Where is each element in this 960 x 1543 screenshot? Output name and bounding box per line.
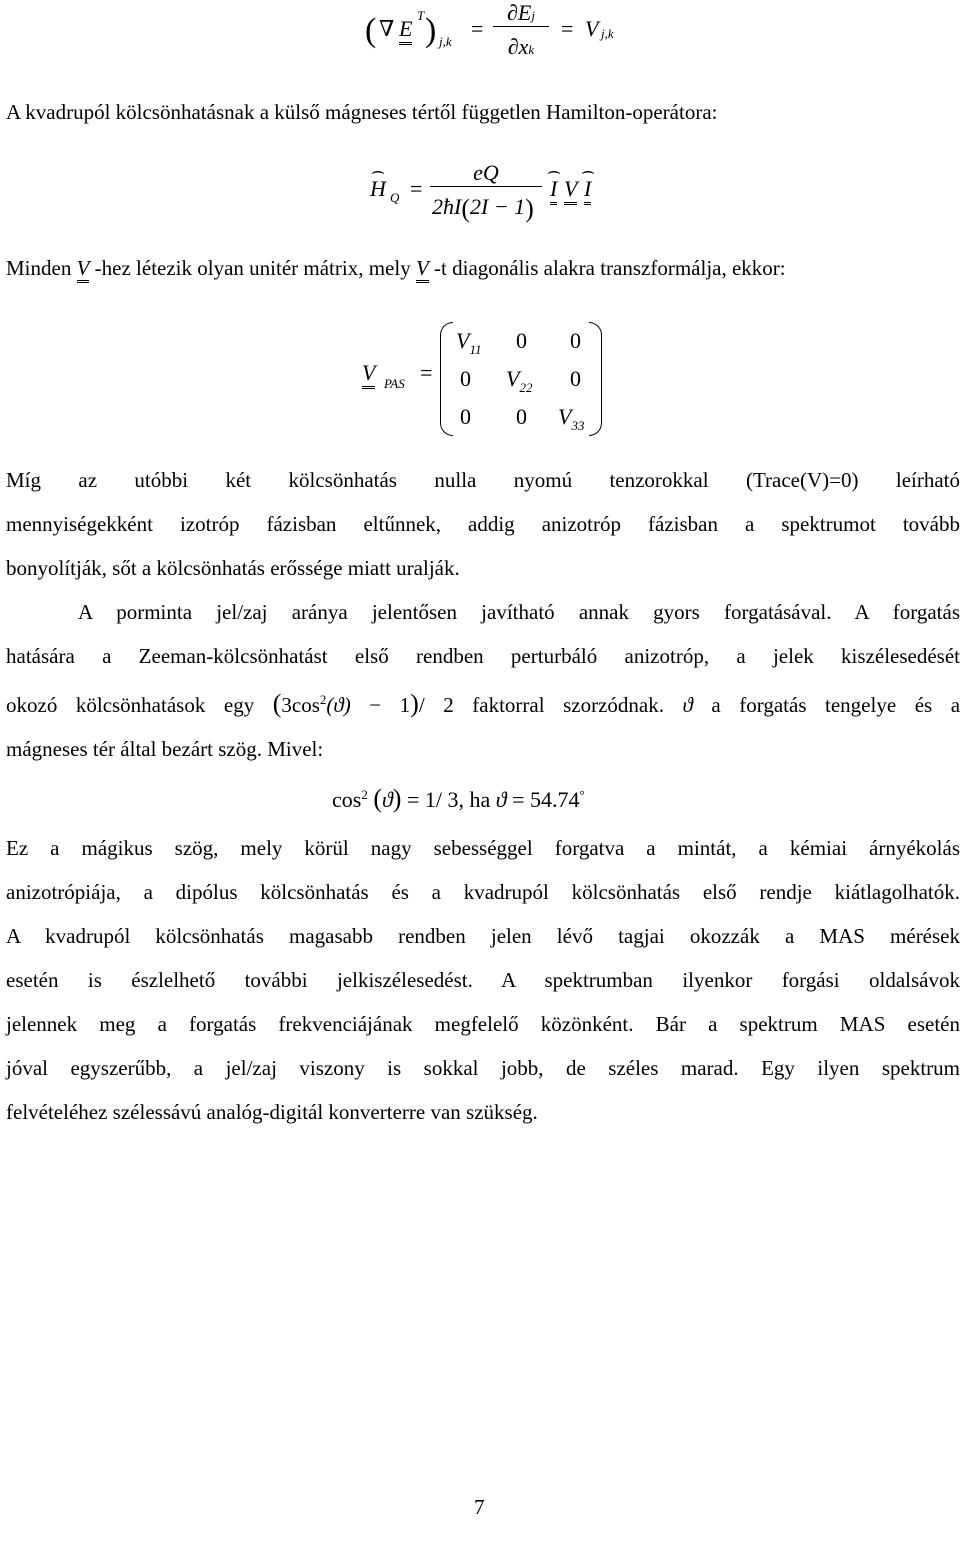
- paragraph-trace: Míg az utóbbi két kölcsönhatás nulla nyomú tenzorokkal (Trace(V)=0) leírható mennyiségekként izotróp fázisban eltűnnek, addig anizotróp fázisban a spektrumot tovább bonyolítják, sőt a kölcsönhatás erőssége miatt uralják.: [6, 468, 960, 580]
- equation-matrix-lhs: V PAS =: [362, 360, 433, 391]
- equation-magic-angle: $\cos^2 (ϑ) = 1/$ 3, ha ϑ = 54.74°: [332, 784, 585, 813]
- factor-expression: $(3\cos^2(ϑ) - 1)/$ 2: [272, 689, 454, 718]
- paragraph-rotation: A porminta jel/zaj aránya jelentősen javítható annak gyors forgatásával. A forgatás hatására a Zeeman-kölcsönhatást első rendben perturbáló anizotróp, a jelek kiszélesedését okozó kölcsönhatások egy $(3\cos^2(ϑ) - 1)/$ 2 faktorral szorzódnak. ϑ a forgatás tengelye és a mágneses tér által bezárt szög. Mivel:: [6, 600, 960, 761]
- equation-hamiltonian: ⌢ H Q = eQ 2ħI(2I − 1) ⌢ I V ⌢ I: [368, 158, 608, 222]
- minden-text: Minden V -hez létezik olyan unitér mátrix, mely V -t diagonális alakra transzformálja, ekkor:: [6, 256, 786, 281]
- hamilton-intro-text: A kvadrupól kölcsönhatásnak a külső mágneses tértől független Hamilton-operátora:: [6, 100, 718, 124]
- equation-gradient: ( ∇ E T ) j,k = ∂Ej ∂xk = V j,k: [365, 0, 614, 59]
- paragraph-magic-angle: Ez a mágikus szög, mely körül nagy sebességgel forgatva a mintát, a kémiai árnyékolás anizotrópiája, a dipólus kölcsönhatás és a kvadrupól kölcsönhatás első rendje kiátlagolhatók. A kvadrupól kölcsönhatás magasabb rendben jelen lévő tagjai okozzák a MAS mérések esetén is észlelhető további jelkiszélesedést. A spektrumban ilyenkor forgási oldalsávok jelennek meg a forgatás frekvenciájának megfelelő közönként. Bár a spektrum MAS esetén jóval egyszerűbb, a jel/zaj viszony is sokkal jobb, de széles marad. Egy ilyen spektrum felvételéhez szélessávú analóg-digitál konverterre van szükség.: [6, 836, 960, 1124]
- pas-matrix: $V_{11}$ 0 0 0 $V_{22}$ 0 0 0 $V_{33}$: [440, 320, 602, 438]
- page-number: 7: [474, 1495, 485, 1519]
